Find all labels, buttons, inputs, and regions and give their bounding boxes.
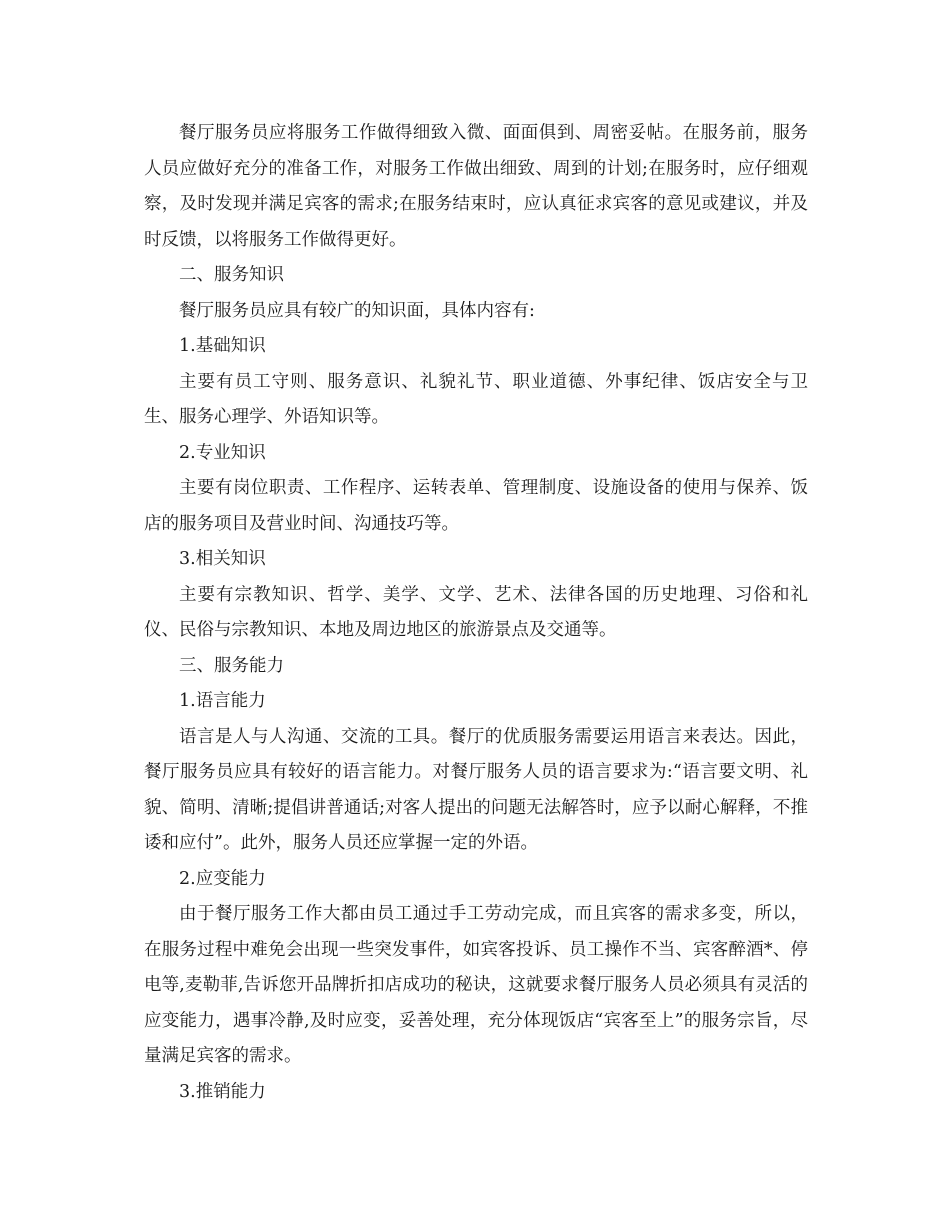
subheading-sales-ability: 3.推销能力 xyxy=(179,1081,266,1102)
heading-service-ability: 三、服务能力 xyxy=(179,655,284,676)
subheading-related-knowledge: 3.相关知识 xyxy=(179,549,266,569)
subheading-professional-knowledge: 2.专业知识 xyxy=(179,442,266,463)
paragraph-knowledge-intro: 餐厅服务员应具有较广的知识面，具体内容有: xyxy=(179,300,535,321)
paragraph-basic-knowledge: 主要有员工守则、服务意识、礼貌礼节、职业道德、外事纪律、饭店安全与卫生、服务心理学、外语知识等。 xyxy=(144,371,808,427)
subheading-language-ability: 1.语言能力 xyxy=(179,691,266,711)
heading-service-knowledge: 二、服务知识 xyxy=(179,265,284,285)
paragraph-professional-knowledge: 主要有岗位职责、工作程序、运转表单、管理制度、设施设备的使用与保养、饭店的服务项目及营业时间、沟通技巧等。 xyxy=(144,478,808,534)
subheading-adaptability: 2.应变能力 xyxy=(179,868,266,889)
paragraph-adaptability: 由于餐厅服务工作大都由员工通过手工劳动完成，而且宾客的需求多变，所以，在服务过程中难免会出现一些突发事件，如宾客投诉、员工操作不当、宾客醉酒*、停电等,麦勒菲,告诉您开品牌折扣店成功的秘诀，这就要求餐厅服务人员必须具有灵活的应变能力，遇事冷静,及时应变，妥善处理，充分体现饭店“宾客至上”的服务宗旨，尽量满足宾客的需求。 xyxy=(144,904,808,1066)
paragraph-related-knowledge: 主要有宗教知识、哲学、美学、文学、艺术、法律各国的历史地理、习俗和礼仪、民俗与宗教知识、本地及周边地区的旅游景点及交通等。 xyxy=(144,584,808,640)
paragraph-language-ability: 语言是人与人沟通、交流的工具。餐厅的优质服务需要运用语言来表达。因此，餐厅服务员应具有较好的语言能力。对餐厅服务人员的语言要求为:“语言要文明、礼貌、简明、清晰;提倡讲普通话;对客人提出的问题无法解答时，应予以耐心解释，不推诿和应付”。此外，服务人员还应掌握一定的外语。 xyxy=(144,726,808,853)
document-page xyxy=(144,116,808,1110)
paragraph-service-attitude: 餐厅服务员应将服务工作做得细致入微、面面俱到、周密妥帖。在服务前，服务人员应做好充分的准备工作，对服务工作做出细致、周到的计划;在服务时，应仔细观察，及时发现并满足宾客的需求;在服务结束时，应认真征求宾客的意见或建议，并及时反馈，以将服务工作做得更好。 xyxy=(144,123,808,250)
subheading-basic-knowledge: 1.基础知识 xyxy=(179,336,266,356)
